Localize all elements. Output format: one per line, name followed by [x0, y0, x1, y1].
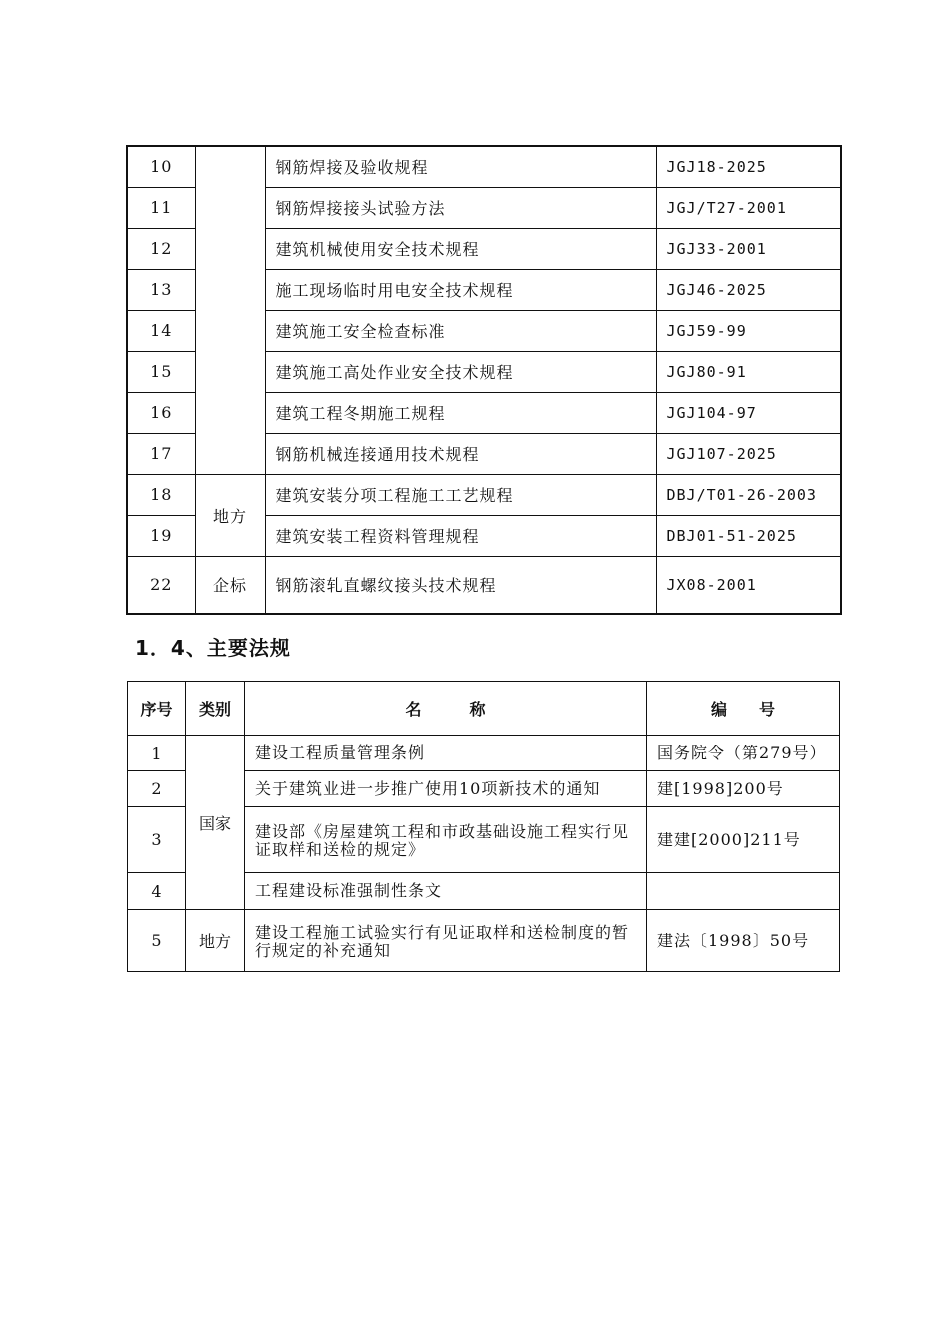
category-cell: 企标	[195, 556, 265, 614]
row-number: 11	[127, 187, 195, 228]
regulation-code	[647, 910, 840, 972]
regulation-code	[647, 807, 840, 873]
category-cell: 地方	[195, 474, 265, 556]
header-code: 编 号	[647, 682, 840, 736]
table-header-row	[128, 682, 840, 736]
regulation-name	[245, 807, 647, 873]
category-cell	[195, 146, 265, 474]
standard-name: 钢筋焊接及验收规程	[265, 146, 656, 187]
row-number: 14	[127, 310, 195, 351]
regulations-table	[127, 681, 840, 972]
row-number: 1	[128, 736, 186, 771]
standard-code: JGJ33-2001	[656, 228, 841, 269]
standard-code: JGJ/T27-2001	[656, 187, 841, 228]
section-heading: 1．4、主要法规	[135, 636, 291, 660]
regulation-name-text: 建设部《房屋建筑工程和市政基础设施工程实行见证取样和送检的规定》	[255, 822, 630, 857]
row-number: 18	[127, 474, 195, 515]
standard-name: 建筑机械使用安全技术规程	[265, 228, 656, 269]
regulation-name	[245, 736, 647, 771]
table-row	[128, 736, 840, 771]
row-number: 22	[127, 556, 195, 614]
row-number: 4	[128, 873, 186, 910]
row-number: 3	[128, 807, 186, 873]
standard-name: 钢筋滚轧直螺纹接头技术规程	[265, 556, 656, 614]
standard-code: JGJ104-97	[656, 392, 841, 433]
regulation-code-text: 建法〔1998〕50号	[657, 932, 810, 949]
table-row	[127, 556, 841, 614]
header-name: 名 称	[245, 682, 647, 736]
standard-name: 建筑安装分项工程施工工艺规程	[265, 474, 656, 515]
standard-code: JGJ107-2025	[656, 433, 841, 474]
standard-code: DBJ/T01-26-2003	[656, 474, 841, 515]
regulation-code-text: 国务院令（第279号）	[657, 745, 827, 761]
table-row	[127, 146, 841, 187]
regulation-name	[245, 771, 647, 807]
standard-name: 建筑施工高处作业安全技术规程	[265, 351, 656, 392]
regulation-name-text: 建设工程施工试验实行有见证取样和送检制度的暂行规定的补充通知	[255, 923, 630, 958]
standard-code: JX08-2001	[656, 556, 841, 614]
standard-code: JGJ59-99	[656, 310, 841, 351]
header-no: 序号	[128, 682, 186, 736]
table-row	[128, 910, 840, 972]
standard-code: JGJ80-91	[656, 351, 841, 392]
standard-name: 钢筋机械连接通用技术规程	[265, 433, 656, 474]
regulation-code	[647, 736, 840, 771]
row-number: 19	[127, 515, 195, 556]
standard-name: 施工现场临时用电安全技术规程	[265, 269, 656, 310]
standard-code: JGJ46-2025	[656, 269, 841, 310]
regulation-name	[245, 910, 647, 972]
row-number: 13	[127, 269, 195, 310]
table-row	[127, 474, 841, 515]
regulation-code-text: 建[1998]200号	[657, 780, 784, 797]
row-number: 12	[127, 228, 195, 269]
standard-name: 建筑施工安全检查标准	[265, 310, 656, 351]
row-number: 17	[127, 433, 195, 474]
category-cell: 国家	[186, 736, 245, 910]
row-number: 5	[128, 910, 186, 972]
standard-name: 建筑工程冬期施工规程	[265, 392, 656, 433]
standard-code: DBJ01-51-2025	[656, 515, 841, 556]
regulation-code	[647, 873, 840, 910]
regulation-code	[647, 771, 840, 807]
standards-table	[126, 145, 842, 615]
row-number: 2	[128, 771, 186, 807]
standard-name: 建筑安装工程资料管理规程	[265, 515, 656, 556]
standard-name: 钢筋焊接接头试验方法	[265, 187, 656, 228]
regulation-name-text: 工程建设标准强制性条文	[255, 882, 443, 900]
regulation-code-text: 建建[2000]211号	[657, 831, 801, 848]
regulation-name	[245, 873, 647, 910]
standard-code: JGJ18-2025	[656, 146, 841, 187]
row-number: 15	[127, 351, 195, 392]
row-number: 16	[127, 392, 195, 433]
category-cell: 地方	[186, 910, 245, 972]
row-number: 10	[127, 146, 195, 187]
header-category: 类别	[186, 682, 245, 736]
regulation-name-text: 建设工程质量管理条例	[255, 744, 426, 762]
regulation-name-text: 关于建筑业进一步推广使用10项新技术的通知	[255, 779, 601, 798]
